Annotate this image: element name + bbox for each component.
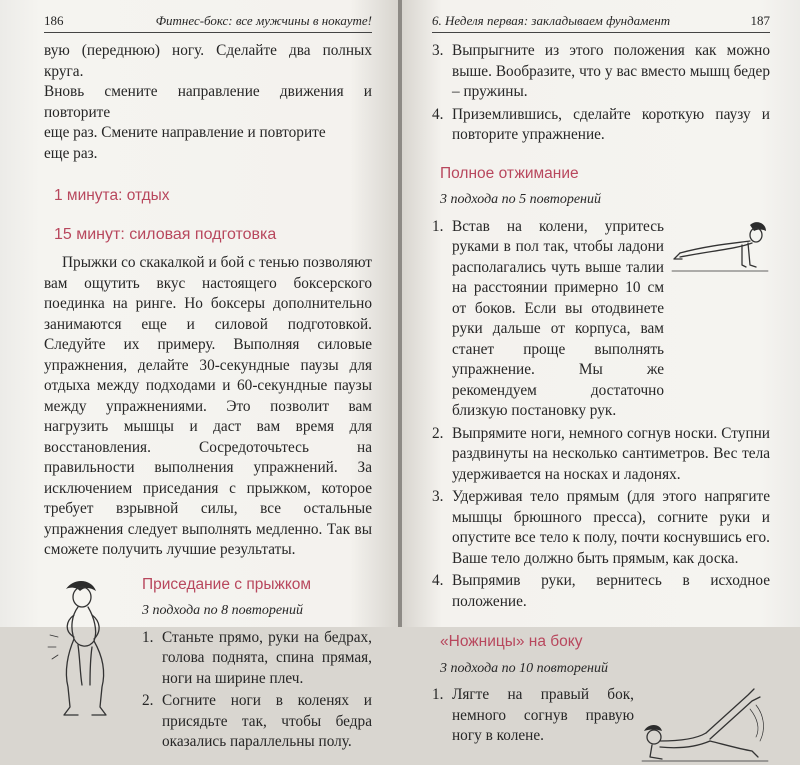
step-number: 4. bbox=[432, 105, 444, 123]
page-number-right: 187 bbox=[750, 13, 770, 28]
step-number: 4. bbox=[432, 572, 444, 589]
step-text: Выпрямив руки, вернитесь в исходное положение. bbox=[452, 572, 770, 610]
step-number: 3. bbox=[432, 488, 444, 505]
step-text: Приземлившись, сделайте короткую паузу и повторите упражнение. bbox=[452, 105, 770, 143]
list-item bbox=[142, 691, 372, 753]
exercise-title-scissors: «Ножницы» на боку bbox=[440, 633, 583, 650]
step-number: 2. bbox=[142, 692, 154, 709]
page-number-left: 186 bbox=[44, 13, 64, 28]
left-running-head bbox=[44, 13, 372, 33]
step-text: Удерживая тело прямым (для этого напрягите мышцы брюшного пресса), согните руки и опустите все тело к полу, почти коснувшись его. Ваше тело должно быть прямым, как доска. bbox=[452, 488, 770, 567]
running-title-right: 6. Неделя первая: закладываем фундамент bbox=[432, 13, 671, 28]
exercise-title-pushup: Полное отжимание bbox=[440, 164, 579, 182]
step-text: Выпрямите ноги, немного согнув носки. Ступни раздвинуты на несколько сантиметров. Вес тела удерживается на носках и ладонях. bbox=[452, 424, 770, 483]
text-line: еще раз. bbox=[44, 144, 98, 162]
step-text: Согните ноги в коленях и присядьте так, чтобы бедра оказались параллельны полу. bbox=[162, 692, 372, 750]
step-number: 1. bbox=[142, 628, 154, 646]
list-item bbox=[432, 217, 664, 422]
step-number: 2. bbox=[432, 424, 444, 442]
step-text: Лягте на правый бок, немного согнув правую ногу в колене. bbox=[452, 686, 634, 744]
left-page bbox=[0, 0, 398, 750]
exercise-title-squat-jump: Приседание с прыжком bbox=[142, 575, 312, 593]
squat-jump-illustration bbox=[44, 575, 134, 725]
step-text: Станьте прямо, руки на бедрах, голова поднята, спина прямая, ноги на ширине плеч. bbox=[162, 628, 372, 687]
list-item bbox=[432, 105, 770, 146]
left-body bbox=[44, 41, 372, 755]
step-number: 1. bbox=[432, 217, 444, 235]
running-title-left: Фитнес-бокс: все мужчины в нокауте! bbox=[155, 13, 372, 28]
step-number: 1. bbox=[432, 686, 444, 703]
list-item bbox=[432, 571, 770, 612]
step-text: Встав на колени, упритесь руками в пол так, чтобы ладони располагались чуть выше талии на расстоянии примерно 10 см от боков. Если вы отодвинете руки дальше от корпуса, вам станет проще выполнять упражнение. Мы же рекомендуем достаточно близкую постановку рук. bbox=[452, 217, 664, 419]
right-running-head bbox=[432, 13, 770, 33]
exercise-meta-scissors: 3 подхода по 10 повторений bbox=[440, 660, 609, 676]
section-heading-rest: 1 минута: отдых bbox=[54, 187, 170, 204]
list-item bbox=[432, 685, 634, 747]
list-item bbox=[432, 487, 770, 569]
squat-jump-steps-continued bbox=[432, 41, 770, 146]
step-text: Выпрыгните из этого положения как можно выше. Вообразите, что у вас вместо мышц бедер – пружины. bbox=[452, 42, 770, 100]
step-number: 3. bbox=[432, 42, 444, 59]
intro-paragraph: Прыжки со скакалкой и бой с тенью позволяют вам ощутить вкус настоящего боксерского поединка на ринге. Но боксеры дополнительно занимаются еще и силовой подготовкой. Следуйте их примеру. Выполняя силовые упражнения, делайте 30-секундные паузы для отдыха между подходами и 60-секундные паузы между упражнениями. Это позволит вам нагрузить мышцы и даст вам время для восстановления. Сосредоточьтесь на правильности выполнения упражнений. За исключением приседания с прыжком, которое требует взрывной силы, все остальные упражнения следует выполнять медленно. Так вы сможете получить лучшие результаты. bbox=[44, 254, 372, 558]
right-page bbox=[402, 0, 800, 744]
list-item bbox=[432, 41, 770, 103]
text-line: вую (переднюю) ногу. Сделайте два полных круга. bbox=[44, 42, 372, 80]
list-item bbox=[142, 628, 372, 690]
exercise-meta-pushup: 3 подхода по 5 повторений bbox=[440, 192, 602, 207]
list-item bbox=[432, 424, 770, 486]
side-scissors-illustration bbox=[640, 685, 770, 765]
text-line: еще раз. Смените направление и повторите bbox=[44, 124, 326, 141]
exercise-meta-squat-jump: 3 подхода по 8 повторений bbox=[142, 603, 304, 618]
right-body bbox=[432, 41, 770, 765]
section-heading-strength: 15 минут: силовая подготовка bbox=[54, 225, 277, 243]
text-line: Вновь смените направление движения и повторите bbox=[44, 83, 372, 121]
pushup-illustration bbox=[670, 217, 770, 277]
